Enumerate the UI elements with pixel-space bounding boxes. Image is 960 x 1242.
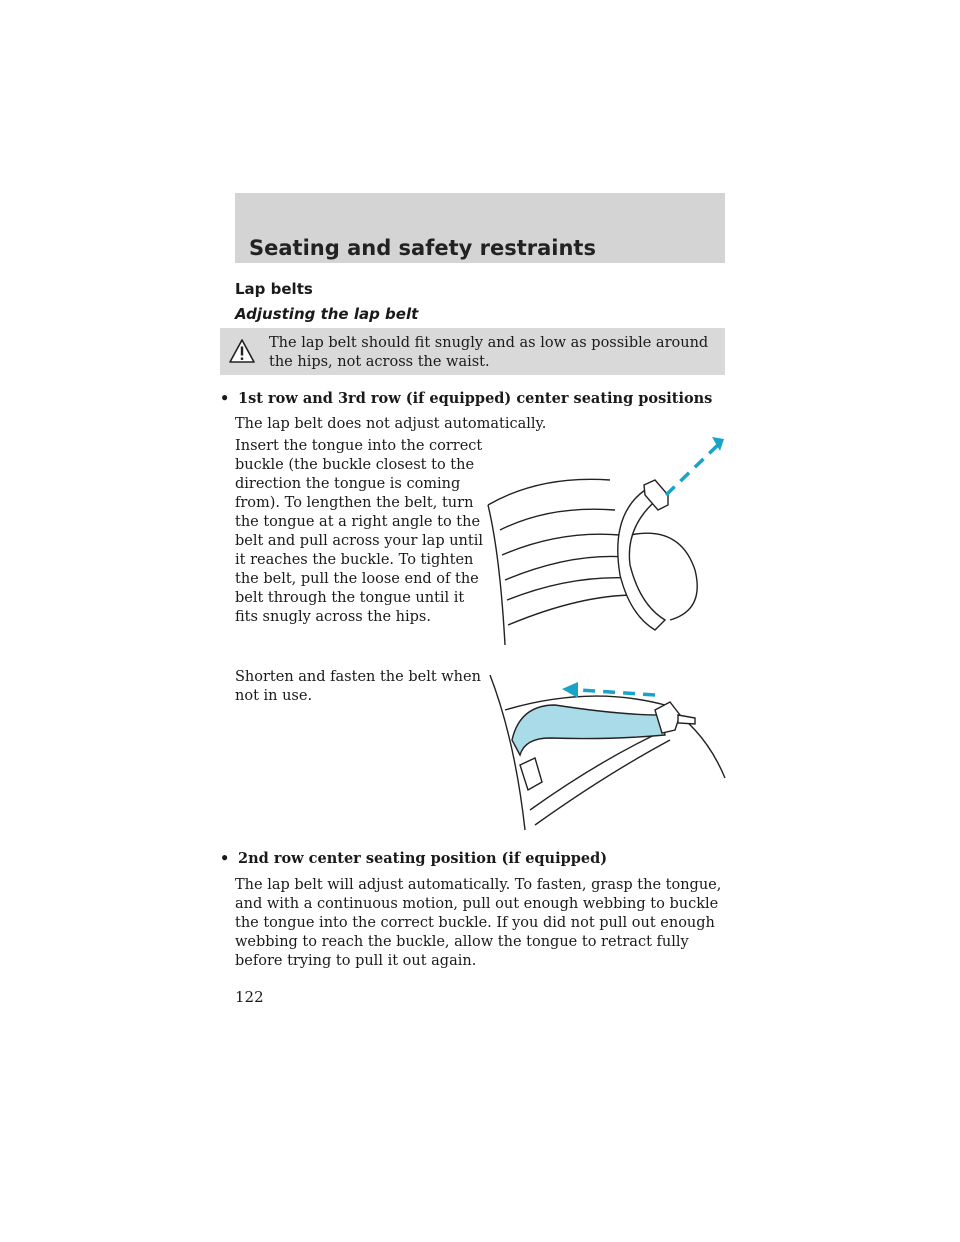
paragraph-shorten: Shorten and fasten the belt when not in use. xyxy=(235,669,481,704)
page-number: 122 xyxy=(235,988,264,1006)
warning-text: The lap belt should fit snugly and as low as possible around the hips, not across the waist. xyxy=(269,335,709,370)
lap-belt-lengthen-illustration xyxy=(480,435,730,650)
lap-belts-heading: Lap belts xyxy=(235,280,313,298)
bullet-label: 2nd row center seating position (if equipped) xyxy=(238,850,608,867)
warning-box xyxy=(220,328,725,375)
section-title: Seating and safety restraints xyxy=(249,236,596,260)
paragraph-auto-adjust: The lap belt will adjust automatically. To fasten, grasp the tongue, and with a continuous motion, pull out enough webbing to buckle the tongue into the correct buckle. If you did not pull out enough webbing to reach the buckle, allow the tongue to retract fully before trying to pull it out again. xyxy=(235,877,722,969)
bullet-first-third-row xyxy=(220,390,712,407)
bullet-dot: • xyxy=(220,850,230,867)
paragraph-no-adjust: The lap belt does not adjust automatically. xyxy=(235,416,547,432)
bullet-second-row xyxy=(220,850,607,867)
warning-triangle-icon xyxy=(228,338,256,364)
adjusting-lap-belt-subheading: Adjusting the lap belt xyxy=(235,305,419,323)
lap-belt-shorten-illustration xyxy=(480,660,730,835)
bullet-dot: • xyxy=(220,390,230,407)
paragraph-insert-tongue: Insert the tongue into the correct buckle (the buckle closest to the direction the tongue is coming from). To lengthen the belt, turn the tongue at a right angle to the belt and pull across your lap until it reaches the buckle. To tighten the belt, pull the loose end of the belt through the tongue until it fits snugly across the hips. xyxy=(235,438,483,625)
section-header-band xyxy=(235,193,725,263)
bullet-label: 1st row and 3rd row (if equipped) center seating positions xyxy=(238,390,713,407)
